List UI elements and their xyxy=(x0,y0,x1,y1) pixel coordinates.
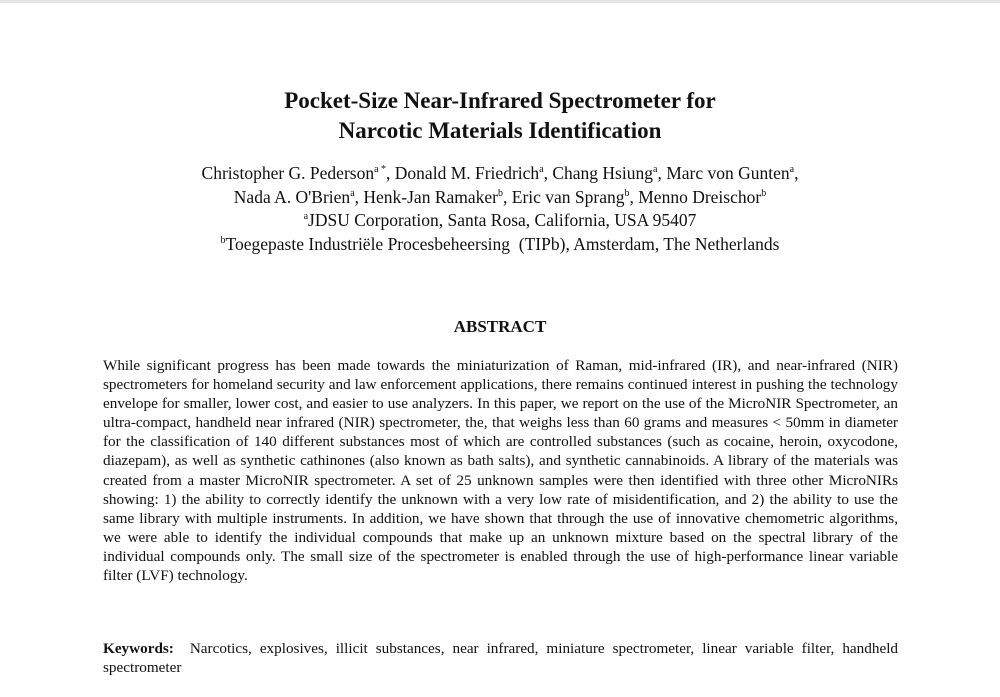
keywords-paragraph xyxy=(103,639,898,677)
abstract-heading: ABSTRACT xyxy=(453,317,547,336)
author-name: Nada A. O'Brien xyxy=(233,186,351,207)
author-affiliation-mark: b xyxy=(498,187,503,199)
keywords-label: Keywords: xyxy=(103,640,174,657)
author-affiliation-mark: a xyxy=(350,187,355,199)
author-affiliation-mark: b xyxy=(761,187,767,199)
author-line-1 xyxy=(0,162,1000,186)
author-name: Eric van Sprang xyxy=(511,186,625,207)
affiliation-line-a xyxy=(0,209,1000,233)
author-separator: , xyxy=(794,163,799,183)
author-name: Christopher G. Pederson xyxy=(201,163,375,183)
author-separator: , xyxy=(543,163,553,183)
author-name: Marc von Gunten xyxy=(666,163,790,183)
affiliation-line-b xyxy=(0,233,1000,257)
author-separator: , xyxy=(386,163,395,183)
author-name: Menno Dreischor xyxy=(638,186,762,207)
author-affiliation-mark: b xyxy=(624,187,630,199)
author-affiliation-mark: a xyxy=(652,164,658,175)
author-affiliation-mark: a * xyxy=(374,164,387,175)
affiliation-mark: b xyxy=(220,234,226,246)
author-affiliation-mark: a xyxy=(539,164,544,175)
author-affiliation-mark: a xyxy=(789,164,795,175)
affiliation-mark: a xyxy=(303,211,309,222)
abstract-body: While significant progress has been made towards the miniaturization of Raman, mid-infrared (IR), and near-infrared (NIR) spectrometers for homeland security and law enforcement applications, there remains continued interest in pushing the technology envelope for smaller, lower cost, and easier to use analyzers. In this paper, we report on the use of the MicroNIR Spectrometer, an ultra-compact, handheld near infrared (NIR) spectrometer, the, that weighs less than 60 grams and measures < 50mm in diameter for the classification of 140 different substances most of which are controlled substances (such as cocaine, heroin, oxycodone, diazepam), as well as synthetic cathinones (also known as bath salts), and synthetic cannabinoids. A library of the materials was created from a master MicroNIR spectrometer. A set of 25 unknown samples were then identified with three other MicroNIRs showing: 1) the ability to correctly identify the unknown with a very low rate of misidentification, and 2) the ability to use the same library with multiple instruments. In addition, we have shown that through the use of innovative chemometric algorithms, we were able to identify the individual compounds that make up an unknown mixture based on the spectral library of the individual compounds only. The small size of the spectrometer is enabled through the use of high-performance linear variable filter (LVF) technology. xyxy=(103,357,898,585)
affiliation-text: JDSU Corporation, Santa Rosa, California, USA 95407 xyxy=(308,210,697,230)
author-name: Chang Hsiung xyxy=(552,163,653,183)
author-name: Henk-Jan Ramaker xyxy=(363,186,498,207)
title-line-1: Pocket-Size Near-Infrared Spectrometer for xyxy=(284,88,716,113)
author-name: Donald M. Friedrich xyxy=(394,163,540,183)
author-line-2 xyxy=(0,186,1000,210)
author-separator: , xyxy=(657,163,667,183)
author-separator: , xyxy=(354,186,364,207)
affiliation-text: Toegepaste Industriële Procesbeheersing (TIPb), Amsterdam, The Netherlands xyxy=(225,233,780,254)
author-separator: , xyxy=(503,186,512,207)
paper-title xyxy=(0,86,1000,146)
author-separator: , xyxy=(629,186,639,207)
author-block xyxy=(0,162,1000,256)
title-line-2: Narcotic Materials Identification xyxy=(338,118,662,143)
keywords-text: Narcotics, explosives, illicit substances, near infrared, miniature spectrometer, linear variable filter, handheld spectrometer xyxy=(103,640,899,677)
